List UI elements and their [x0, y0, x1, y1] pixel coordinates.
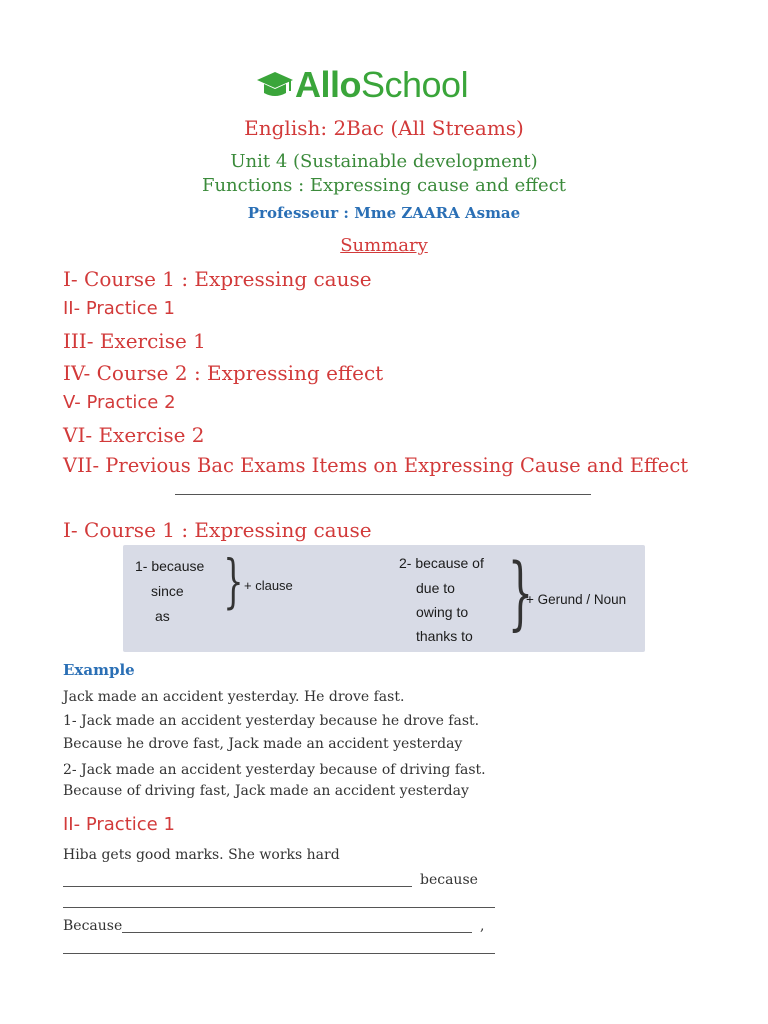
connector-result: + clause	[244, 578, 293, 593]
summary-item: II- Practice 1	[63, 298, 175, 319]
unit-title: Unit 4 (Sustainable development)	[230, 151, 538, 172]
connector-word: due to	[416, 580, 455, 596]
connector-hint: because	[420, 872, 478, 888]
summary-title: Summary	[340, 235, 428, 256]
example-line: Because of driving fast, Jack made an accident yesterday	[63, 783, 469, 799]
answer-blank[interactable]	[63, 907, 495, 908]
answer-blank[interactable]	[122, 932, 472, 933]
subject-title: English: 2Bac (All Streams)	[244, 116, 524, 140]
connector-result: + Gerund / Noun	[526, 592, 627, 607]
connector-word: owing to	[416, 604, 469, 620]
cause-connectors-table	[123, 545, 645, 652]
graduation-cap-icon	[255, 68, 295, 102]
practice-prompt: Hiba gets good marks. She works hard	[63, 847, 340, 863]
connector-word: thanks to	[416, 628, 473, 644]
functions-title: Functions : Expressing cause and effect	[201, 175, 567, 196]
summary-item: V- Practice 2	[63, 392, 176, 413]
connector-word: as	[155, 608, 170, 624]
summary-item: VII- Previous Bac Exams Items on Expressing Cause and Effect	[63, 454, 689, 477]
example-line: 1- Jack made an accident yesterday because he drove fast.	[63, 713, 480, 729]
answer-blank[interactable]	[63, 953, 495, 954]
course1-heading: I- Course 1 : Expressing cause	[63, 518, 372, 542]
comma-mark: ,	[480, 918, 485, 934]
brace-icon: }	[223, 547, 244, 615]
connector-word: 1- because	[135, 558, 205, 574]
summary-item: IV- Course 2 : Expressing effect	[63, 361, 384, 385]
alloschool-logo	[255, 64, 468, 106]
connector-hint: Because	[63, 918, 123, 934]
teacher-name: Professeur : Mme ZAARA Asmae	[247, 204, 521, 222]
summary-item: I- Course 1 : Expressing cause	[63, 267, 372, 291]
connector-word: 2- because of	[399, 555, 484, 571]
brace-icon: }	[507, 546, 534, 639]
practice1-heading: II- Practice 1	[63, 814, 175, 835]
connector-word: since	[151, 583, 184, 599]
summary-item: VI- Exercise 2	[63, 423, 205, 447]
example-label: Example	[63, 661, 135, 679]
example-line: Because he drove fast, Jack made an accident yesterday	[63, 736, 463, 752]
answer-blank[interactable]	[63, 886, 412, 887]
section-divider	[175, 494, 591, 495]
example-line: 2- Jack made an accident yesterday because of driving fast.	[63, 762, 486, 778]
brand-name: AlloSchool	[295, 64, 469, 105]
summary-item: III- Exercise 1	[63, 329, 206, 353]
example-line: Jack made an accident yesterday. He drove fast.	[63, 689, 405, 705]
